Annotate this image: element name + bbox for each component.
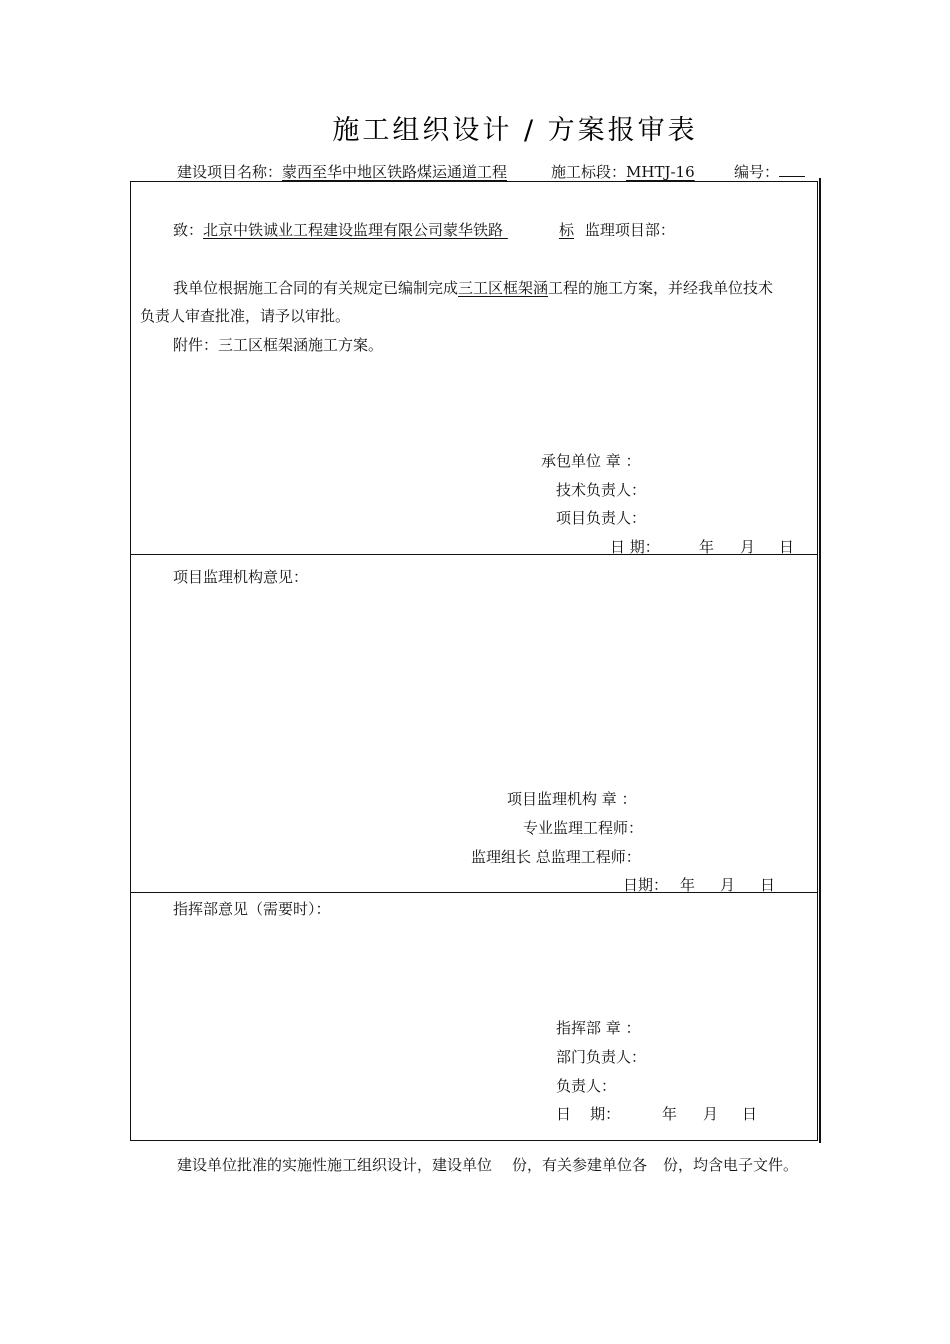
day-3: 日 xyxy=(742,1105,758,1123)
para-post: 工程的施工方案，并经我单位技术 xyxy=(548,279,774,297)
day-1: 日 xyxy=(779,538,795,556)
sig-contractor: 承包单位 章 ： xyxy=(541,452,641,470)
to-dept: 监理项目部： xyxy=(584,221,675,239)
hq-opinion: 指挥部意见（需要时）： xyxy=(173,900,331,918)
page-title: 施工组织设计 / 方案报审表 xyxy=(332,115,698,146)
sig-supervision-org: 项目监理机构 章 ： xyxy=(507,790,637,808)
footer-part1: 建设单位批准的实施性施工组织设计，建设单位 xyxy=(177,1156,493,1174)
sig-person: 负责人： xyxy=(556,1077,617,1095)
divider-2 xyxy=(130,892,818,893)
to-line xyxy=(173,219,675,240)
to-biao: 标 xyxy=(559,221,575,239)
month-2: 月 xyxy=(720,876,736,894)
sig-project: 项目负责人： xyxy=(556,509,647,527)
divider-1 xyxy=(130,554,818,555)
para-project: 三工区框架涵 xyxy=(458,279,549,297)
para-line2: 负责人审查批准，请予以审批。 xyxy=(140,307,351,325)
year-3: 年 xyxy=(662,1105,678,1123)
year-2: 年 xyxy=(680,876,696,894)
attachment: 附件：三工区框架涵施工方案。 xyxy=(173,336,384,354)
para-line1 xyxy=(173,277,773,298)
sig-chief: 监理组长 总监理工程师： xyxy=(471,848,641,866)
sig-dept: 部门负责人： xyxy=(556,1048,647,1066)
number-row xyxy=(734,161,805,182)
date-label-1: 日 期： xyxy=(610,538,660,556)
month-1: 月 xyxy=(740,538,756,556)
number-blank xyxy=(779,162,805,177)
section-label: 施工标段： xyxy=(551,163,627,181)
day-2: 日 xyxy=(760,876,776,894)
supervision-opinion: 项目监理机构意见： xyxy=(173,568,309,586)
project-name-row xyxy=(177,161,507,182)
section-row xyxy=(551,161,695,182)
section-value: MHTJ-16 xyxy=(626,163,695,181)
month-3: 月 xyxy=(703,1105,719,1123)
para-pre: 我单位根据施工合同的有关规定已编制完成 xyxy=(173,279,459,297)
footer-part2: 份，有关参建单位各 xyxy=(512,1156,648,1174)
number-label: 编号： xyxy=(734,163,780,181)
footer-note xyxy=(177,1154,798,1175)
to-label: 致： xyxy=(173,221,204,239)
sig-hq: 指挥部 章 ： xyxy=(556,1019,641,1037)
date-label-2: 日期： xyxy=(623,876,669,894)
project-name: 蒙西至华中地区铁路煤运通道工程 xyxy=(282,163,508,181)
to-company: 北京中铁诚业工程建设监理有限公司蒙华铁路 xyxy=(203,221,504,239)
sig-tech: 技术负责人： xyxy=(556,481,647,499)
footer-part3: 份，均含电子文件。 xyxy=(663,1156,799,1174)
year-1: 年 xyxy=(699,538,715,556)
sig-engineer: 专业监理工程师： xyxy=(523,819,644,837)
to-blank xyxy=(503,221,559,239)
project-label: 建设项目名称： xyxy=(177,163,283,181)
date-label-3: 日 期： xyxy=(556,1105,621,1123)
table-right-border xyxy=(819,178,821,1143)
